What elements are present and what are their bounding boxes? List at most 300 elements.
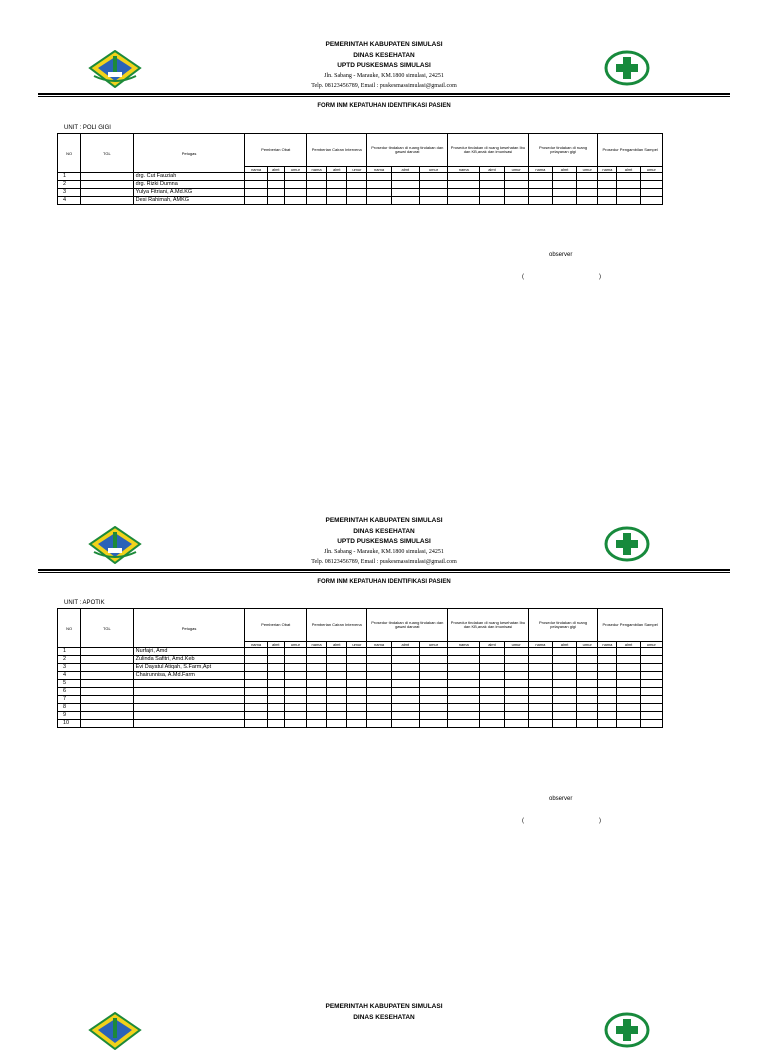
row-entry-cell[interactable] [640, 173, 662, 181]
row-entry-cell[interactable] [267, 672, 284, 680]
row-entry-cell[interactable] [448, 704, 480, 712]
row-entry-cell[interactable] [267, 688, 284, 696]
row-entry-cell[interactable] [391, 680, 419, 688]
row-entry-cell[interactable] [577, 648, 598, 656]
row-entry-cell[interactable] [577, 197, 598, 205]
row-entry-cell[interactable] [284, 173, 306, 181]
row-entry-cell[interactable] [419, 648, 447, 656]
row-entry-cell[interactable] [480, 712, 504, 720]
table-row [58, 197, 663, 205]
row-entry-cell[interactable] [284, 704, 306, 712]
row-entry-cell[interactable] [480, 197, 504, 205]
row-entry-cell[interactable] [367, 672, 391, 680]
row-entry-cell[interactable] [640, 704, 662, 712]
row-entry-cell[interactable] [327, 656, 347, 664]
row-entry-cell[interactable] [419, 720, 447, 728]
row-entry-cell[interactable] [617, 672, 640, 680]
row-entry-cell[interactable] [480, 704, 504, 712]
row-entry-cell[interactable] [245, 197, 267, 205]
row-entry-cell[interactable] [552, 189, 576, 197]
row-entry-cell[interactable] [347, 712, 367, 720]
row-entry-cell[interactable] [640, 648, 662, 656]
row-entry-cell[interactable] [448, 672, 480, 680]
row-entry-cell[interactable] [448, 688, 480, 696]
row-entry-cell[interactable] [448, 648, 480, 656]
row-entry-cell[interactable] [577, 704, 598, 712]
row-entry-cell[interactable] [284, 197, 306, 205]
row-tgl-cell[interactable] [81, 720, 133, 728]
row-entry-cell[interactable] [306, 688, 326, 696]
row-tgl-cell[interactable] [81, 672, 133, 680]
row-entry-cell[interactable] [367, 173, 391, 181]
row-entry-cell[interactable] [347, 197, 367, 205]
row-entry-cell[interactable] [448, 720, 480, 728]
row-entry-cell[interactable] [528, 656, 552, 664]
row-entry-cell[interactable] [284, 656, 306, 664]
row-entry-cell[interactable] [267, 189, 284, 197]
row-entry-cell[interactable] [419, 680, 447, 688]
row-entry-cell[interactable] [245, 648, 267, 656]
row-entry-cell[interactable] [245, 664, 267, 672]
row-entry-cell[interactable] [327, 680, 347, 688]
header-rule-thin [38, 572, 730, 573]
row-tgl-cell[interactable] [81, 696, 133, 704]
row-entry-cell[interactable] [245, 656, 267, 664]
row-tgl-cell[interactable] [81, 704, 133, 712]
row-entry-cell[interactable] [327, 696, 347, 704]
row-entry-cell[interactable] [267, 173, 284, 181]
row-entry-cell[interactable] [391, 664, 419, 672]
row-entry-cell[interactable] [640, 720, 662, 728]
col-sub: umur [640, 167, 662, 173]
row-entry-cell[interactable] [528, 189, 552, 197]
row-entry-cell[interactable] [448, 664, 480, 672]
header-uptd: UPTD PUSKESMAS SIMULASI [337, 538, 431, 545]
row-entry-cell[interactable] [367, 720, 391, 728]
row-entry-cell[interactable] [617, 696, 640, 704]
row-entry-cell[interactable] [480, 672, 504, 680]
row-entry-cell[interactable] [267, 648, 284, 656]
row-entry-cell[interactable] [448, 680, 480, 688]
row-entry-cell[interactable] [327, 648, 347, 656]
compliance-table [57, 608, 663, 728]
form-title: FORM INM KEPATUHAN IDENTIFIKASI PASIEN [317, 579, 451, 585]
row-entry-cell[interactable] [480, 173, 504, 181]
row-entry-cell[interactable] [528, 672, 552, 680]
row-no: 8 [58, 704, 81, 712]
row-entry-cell[interactable] [267, 656, 284, 664]
row-entry-cell[interactable] [284, 189, 306, 197]
row-entry-cell[interactable] [367, 181, 391, 189]
row-entry-cell[interactable] [617, 720, 640, 728]
row-entry-cell[interactable] [598, 680, 617, 688]
row-entry-cell[interactable] [284, 720, 306, 728]
row-entry-cell[interactable] [577, 656, 598, 664]
row-entry-cell[interactable] [347, 696, 367, 704]
row-entry-cell[interactable] [245, 688, 267, 696]
row-entry-cell[interactable] [448, 696, 480, 704]
col-group: Prosedur Pengambilan Sampel [598, 609, 663, 642]
row-tgl-cell[interactable] [81, 712, 133, 720]
row-entry-cell[interactable] [327, 688, 347, 696]
row-entry-cell[interactable] [391, 688, 419, 696]
table-row [58, 181, 663, 189]
row-entry-cell[interactable] [306, 648, 326, 656]
row-entry-cell[interactable] [419, 181, 447, 189]
row-entry-cell[interactable] [598, 648, 617, 656]
row-entry-cell[interactable] [577, 672, 598, 680]
row-entry-cell[interactable] [391, 648, 419, 656]
row-entry-cell[interactable] [640, 688, 662, 696]
row-entry-cell[interactable] [391, 656, 419, 664]
row-tgl-cell[interactable] [81, 680, 133, 688]
row-entry-cell[interactable] [528, 696, 552, 704]
row-entry-cell[interactable] [598, 672, 617, 680]
row-entry-cell[interactable] [306, 720, 326, 728]
col-group: Pemberian Cairan Intervena [306, 609, 366, 642]
row-entry-cell[interactable] [504, 189, 528, 197]
row-entry-cell[interactable] [306, 664, 326, 672]
row-entry-cell[interactable] [504, 197, 528, 205]
row-entry-cell[interactable] [327, 181, 347, 189]
row-entry-cell[interactable] [347, 173, 367, 181]
row-entry-cell[interactable] [347, 189, 367, 197]
row-entry-cell[interactable] [367, 680, 391, 688]
row-entry-cell[interactable] [577, 181, 598, 189]
row-entry-cell[interactable] [640, 197, 662, 205]
row-entry-cell[interactable] [480, 648, 504, 656]
row-entry-cell[interactable] [448, 189, 480, 197]
table-row [58, 688, 663, 696]
row-entry-cell[interactable] [347, 704, 367, 712]
row-entry-cell[interactable] [617, 680, 640, 688]
row-entry-cell[interactable] [480, 656, 504, 664]
col-petugas: Petugas [133, 609, 245, 648]
row-entry-cell[interactable] [419, 173, 447, 181]
row-entry-cell[interactable] [306, 656, 326, 664]
unit-label: UNIT : POLI GIGI [64, 125, 111, 131]
row-tgl-cell[interactable] [81, 189, 133, 197]
row-entry-cell[interactable] [552, 704, 576, 712]
row-petugas: Nurfajri, Amd [133, 648, 245, 656]
row-entry-cell[interactable] [306, 181, 326, 189]
row-entry-cell[interactable] [367, 704, 391, 712]
row-entry-cell[interactable] [617, 664, 640, 672]
row-entry-cell[interactable] [552, 181, 576, 189]
col-sub: nama [306, 167, 326, 173]
col-sub: umur [347, 167, 367, 173]
row-entry-cell[interactable] [391, 712, 419, 720]
row-entry-cell[interactable] [245, 720, 267, 728]
row-petugas [133, 704, 245, 712]
row-entry-cell[interactable] [367, 189, 391, 197]
row-petugas [133, 688, 245, 696]
row-entry-cell[interactable] [347, 720, 367, 728]
row-entry-cell[interactable] [552, 664, 576, 672]
row-entry-cell[interactable] [284, 181, 306, 189]
col-no: NO [58, 609, 81, 648]
row-entry-cell[interactable] [284, 664, 306, 672]
row-entry-cell[interactable] [577, 680, 598, 688]
row-entry-cell[interactable] [391, 696, 419, 704]
row-entry-cell[interactable] [367, 688, 391, 696]
row-entry-cell[interactable] [391, 704, 419, 712]
row-entry-cell[interactable] [306, 189, 326, 197]
row-entry-cell[interactable] [528, 720, 552, 728]
row-entry-cell[interactable] [552, 672, 576, 680]
row-entry-cell[interactable] [577, 664, 598, 672]
row-entry-cell[interactable] [617, 712, 640, 720]
row-entry-cell[interactable] [391, 672, 419, 680]
row-entry-cell[interactable] [480, 181, 504, 189]
table-row [58, 672, 663, 680]
row-entry-cell[interactable] [617, 648, 640, 656]
row-entry-cell[interactable] [347, 688, 367, 696]
row-tgl-cell[interactable] [81, 173, 133, 181]
row-entry-cell[interactable] [327, 197, 347, 205]
row-entry-cell[interactable] [577, 173, 598, 181]
row-entry-cell[interactable] [577, 712, 598, 720]
row-entry-cell[interactable] [419, 688, 447, 696]
row-entry-cell[interactable] [391, 181, 419, 189]
col-group: Prosedur tindakan di ruang tindakan dan gawat darurat [367, 609, 448, 642]
row-entry-cell[interactable] [284, 672, 306, 680]
table-row [58, 704, 663, 712]
col-sub: nama [528, 642, 552, 648]
row-entry-cell[interactable] [347, 181, 367, 189]
row-entry-cell[interactable] [640, 181, 662, 189]
row-entry-cell[interactable] [367, 197, 391, 205]
row-entry-cell[interactable] [419, 696, 447, 704]
row-entry-cell[interactable] [552, 696, 576, 704]
row-entry-cell[interactable] [419, 656, 447, 664]
row-entry-cell[interactable] [577, 696, 598, 704]
row-entry-cell[interactable] [598, 720, 617, 728]
row-entry-cell[interactable] [528, 648, 552, 656]
row-entry-cell[interactable] [598, 704, 617, 712]
row-entry-cell[interactable] [306, 712, 326, 720]
row-tgl-cell[interactable] [81, 648, 133, 656]
row-entry-cell[interactable] [617, 189, 640, 197]
row-entry-cell[interactable] [552, 648, 576, 656]
row-entry-cell[interactable] [284, 648, 306, 656]
col-sub: umur [419, 642, 447, 648]
row-entry-cell[interactable] [504, 688, 528, 696]
row-entry-cell[interactable] [617, 197, 640, 205]
table-row [58, 173, 663, 181]
row-tgl-cell[interactable] [81, 688, 133, 696]
row-entry-cell[interactable] [552, 680, 576, 688]
row-entry-cell[interactable] [306, 173, 326, 181]
row-entry-cell[interactable] [347, 648, 367, 656]
row-entry-cell[interactable] [528, 197, 552, 205]
row-entry-cell[interactable] [245, 704, 267, 712]
row-entry-cell[interactable] [617, 688, 640, 696]
row-entry-cell[interactable] [552, 712, 576, 720]
row-entry-cell[interactable] [598, 189, 617, 197]
row-entry-cell[interactable] [598, 181, 617, 189]
row-tgl-cell[interactable] [81, 656, 133, 664]
row-entry-cell[interactable] [419, 712, 447, 720]
row-entry-cell[interactable] [640, 656, 662, 664]
row-entry-cell[interactable] [504, 181, 528, 189]
row-entry-cell[interactable] [419, 704, 447, 712]
row-entry-cell[interactable] [480, 664, 504, 672]
row-entry-cell[interactable] [480, 720, 504, 728]
row-entry-cell[interactable] [367, 648, 391, 656]
row-entry-cell[interactable] [598, 656, 617, 664]
row-no: 1 [58, 648, 81, 656]
row-no: 10 [58, 720, 81, 728]
row-entry-cell[interactable] [504, 656, 528, 664]
row-entry-cell[interactable] [284, 688, 306, 696]
row-entry-cell[interactable] [245, 696, 267, 704]
row-entry-cell[interactable] [598, 197, 617, 205]
row-entry-cell[interactable] [504, 664, 528, 672]
row-entry-cell[interactable] [617, 656, 640, 664]
row-entry-cell[interactable] [598, 712, 617, 720]
row-entry-cell[interactable] [245, 712, 267, 720]
row-entry-cell[interactable] [528, 688, 552, 696]
row-entry-cell[interactable] [640, 664, 662, 672]
row-entry-cell[interactable] [327, 664, 347, 672]
row-entry-cell[interactable] [504, 680, 528, 688]
row-entry-cell[interactable] [480, 680, 504, 688]
row-entry-cell[interactable] [598, 173, 617, 181]
header-dinas: DINAS KESEHATAN [353, 528, 415, 535]
row-entry-cell[interactable] [327, 720, 347, 728]
row-entry-cell[interactable] [528, 680, 552, 688]
row-entry-cell[interactable] [528, 664, 552, 672]
row-entry-cell[interactable] [528, 704, 552, 712]
row-entry-cell[interactable] [504, 648, 528, 656]
row-entry-cell[interactable] [284, 696, 306, 704]
table-row [58, 696, 663, 704]
row-entry-cell[interactable] [347, 672, 367, 680]
row-entry-cell[interactable] [448, 181, 480, 189]
row-entry-cell[interactable] [617, 704, 640, 712]
row-entry-cell[interactable] [245, 173, 267, 181]
col-no: NO [58, 134, 81, 173]
observer-label: observer [549, 796, 573, 802]
row-entry-cell[interactable] [577, 720, 598, 728]
row-entry-cell[interactable] [267, 712, 284, 720]
row-entry-cell[interactable] [448, 656, 480, 664]
row-entry-cell[interactable] [306, 696, 326, 704]
row-entry-cell[interactable] [391, 197, 419, 205]
row-entry-cell[interactable] [504, 672, 528, 680]
row-entry-cell[interactable] [504, 704, 528, 712]
row-entry-cell[interactable] [577, 688, 598, 696]
row-tgl-cell[interactable] [81, 181, 133, 189]
row-entry-cell[interactable] [267, 720, 284, 728]
row-entry-cell[interactable] [552, 197, 576, 205]
row-entry-cell[interactable] [598, 664, 617, 672]
row-entry-cell[interactable] [552, 173, 576, 181]
row-entry-cell[interactable] [245, 181, 267, 189]
row-entry-cell[interactable] [480, 189, 504, 197]
row-entry-cell[interactable] [367, 656, 391, 664]
row-entry-cell[interactable] [640, 712, 662, 720]
row-entry-cell[interactable] [617, 181, 640, 189]
row-entry-cell[interactable] [391, 173, 419, 181]
row-entry-cell[interactable] [640, 680, 662, 688]
row-entry-cell[interactable] [267, 181, 284, 189]
row-tgl-cell[interactable] [81, 664, 133, 672]
row-entry-cell[interactable] [391, 189, 419, 197]
row-entry-cell[interactable] [528, 181, 552, 189]
row-entry-cell[interactable] [306, 672, 326, 680]
row-entry-cell[interactable] [327, 189, 347, 197]
row-entry-cell[interactable] [552, 656, 576, 664]
row-entry-cell[interactable] [267, 696, 284, 704]
row-entry-cell[interactable] [640, 672, 662, 680]
row-entry-cell[interactable] [327, 672, 347, 680]
row-entry-cell[interactable] [419, 189, 447, 197]
row-entry-cell[interactable] [448, 197, 480, 205]
row-entry-cell[interactable] [327, 173, 347, 181]
row-entry-cell[interactable] [419, 664, 447, 672]
row-entry-cell[interactable] [347, 664, 367, 672]
row-entry-cell[interactable] [480, 688, 504, 696]
row-entry-cell[interactable] [448, 712, 480, 720]
row-entry-cell[interactable] [267, 704, 284, 712]
header-govt: PEMERINTAH KABUPATEN SIMULASI [325, 41, 443, 48]
row-entry-cell[interactable] [245, 680, 267, 688]
row-entry-cell[interactable] [528, 712, 552, 720]
row-entry-cell[interactable] [480, 696, 504, 704]
row-entry-cell[interactable] [367, 664, 391, 672]
row-entry-cell[interactable] [552, 688, 576, 696]
row-entry-cell[interactable] [347, 656, 367, 664]
row-entry-cell[interactable] [552, 720, 576, 728]
row-entry-cell[interactable] [598, 688, 617, 696]
row-entry-cell[interactable] [504, 696, 528, 704]
row-entry-cell[interactable] [245, 672, 267, 680]
row-entry-cell[interactable] [504, 712, 528, 720]
row-entry-cell[interactable] [419, 197, 447, 205]
row-entry-cell[interactable] [640, 189, 662, 197]
row-entry-cell[interactable] [367, 712, 391, 720]
row-entry-cell[interactable] [306, 197, 326, 205]
row-entry-cell[interactable] [267, 680, 284, 688]
row-entry-cell[interactable] [347, 680, 367, 688]
row-entry-cell[interactable] [504, 720, 528, 728]
row-entry-cell[interactable] [577, 189, 598, 197]
row-entry-cell[interactable] [267, 197, 284, 205]
row-entry-cell[interactable] [284, 712, 306, 720]
row-entry-cell[interactable] [267, 664, 284, 672]
row-entry-cell[interactable] [419, 672, 447, 680]
row-entry-cell[interactable] [327, 704, 347, 712]
row-entry-cell[interactable] [448, 173, 480, 181]
observer-label: observer [549, 252, 573, 258]
row-entry-cell[interactable] [617, 173, 640, 181]
row-entry-cell[interactable] [306, 704, 326, 712]
row-entry-cell[interactable] [284, 680, 306, 688]
row-entry-cell[interactable] [528, 173, 552, 181]
row-entry-cell[interactable] [391, 720, 419, 728]
row-entry-cell[interactable] [327, 712, 347, 720]
row-entry-cell[interactable] [245, 189, 267, 197]
row-petugas: Desi Rahimah, AMKG [133, 197, 245, 205]
row-entry-cell[interactable] [367, 696, 391, 704]
row-entry-cell[interactable] [598, 696, 617, 704]
row-tgl-cell[interactable] [81, 197, 133, 205]
row-entry-cell[interactable] [306, 680, 326, 688]
row-entry-cell[interactable] [640, 696, 662, 704]
row-entry-cell[interactable] [504, 173, 528, 181]
